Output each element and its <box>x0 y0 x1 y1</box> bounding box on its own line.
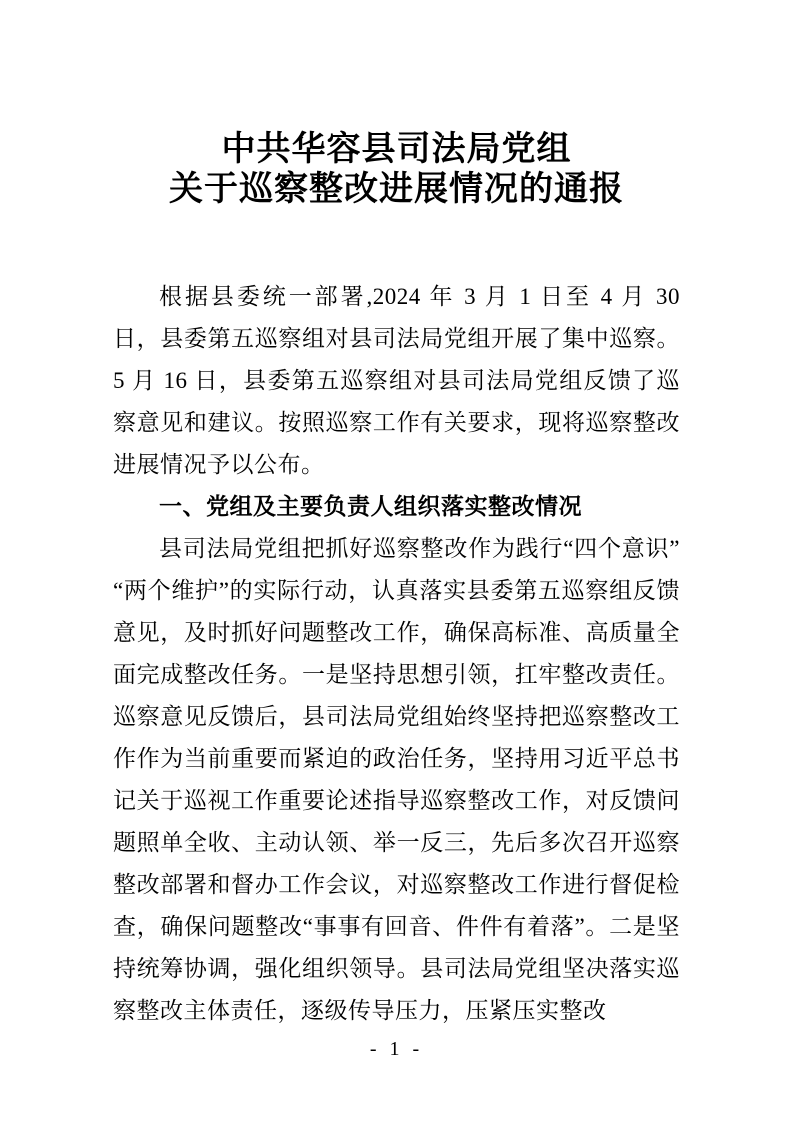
section-1-paragraph: 县司法局党组把抓好巡察整改作为践行“四个意识”“两个维护”的实际行动，认真落实县委第五巡察组反馈意见，及时抓好问题整改工作，确保高标准、高质量全面完成整改任务。一是坚持思想引领，扛牢整改责任。巡察意见反馈后，县司法局党组始终坚持把巡察整改工作作为当前重要而紧迫的政治任务，坚持用习近平总书记关于巡视工作重要论述指导巡察整改工作，对反馈问题照单全收、主动认领、举一反三，先后多次召开巡察整改部署和督办工作会议，对巡察整改工作进行督促检查，确保问题整改“事事有回音、件件有着落”。二是坚持统筹协调，强化组织领导。县司法局党组坚决落实巡察整改主体责任，逐级传导压力，压紧压实整改 <box>113 536 680 1023</box>
document-title <box>60 130 733 210</box>
section-1-heading: 一、党组及主要负责人组织落实整改情况 <box>159 494 582 520</box>
title-line-1: 中共华容县司法局党组 <box>221 131 572 168</box>
page-number: - 1 - <box>369 1038 424 1060</box>
intro-paragraph: 根据县委统一部署,2024 年 3 月 1 日至 4 月 30 日，县委第五巡察组对县司法局党组开展了集中巡察。5 月 16 日，县委第五巡察组对县司法局党组反馈了巡察意见和建议。按照巡察工作有关要求，现将巡察整改进展情况予以公布。 <box>113 284 680 477</box>
document-body <box>113 276 680 1032</box>
title-line-2: 关于巡察整改进展情况的通报 <box>169 171 624 208</box>
